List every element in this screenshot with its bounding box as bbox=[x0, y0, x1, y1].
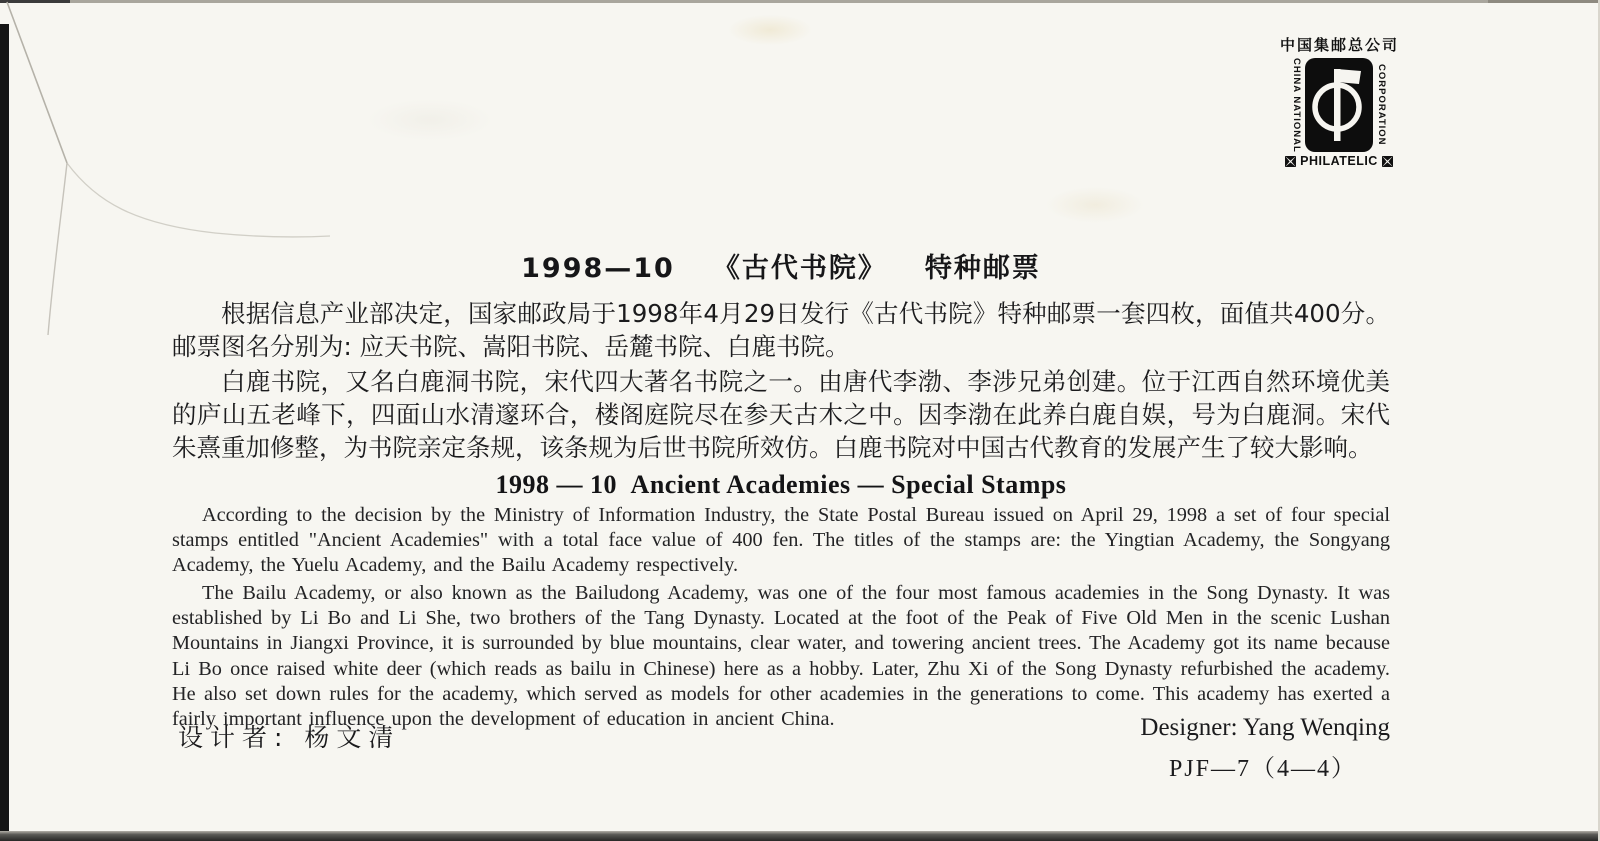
philatelic-emblem-icon bbox=[1305, 58, 1373, 152]
logo-middle-row bbox=[1280, 58, 1398, 152]
english-body bbox=[172, 503, 1390, 732]
logo-left-text: CHINA NATIONAL bbox=[1291, 58, 1302, 152]
logo-bottom-row bbox=[1280, 154, 1398, 168]
bowtie-icon bbox=[1285, 156, 1296, 167]
designer-credit-english: Designer: Yang Wenqing bbox=[1140, 714, 1390, 741]
logo-right-label bbox=[1374, 58, 1389, 152]
english-paragraph-1: According to the decision by the Ministry of Information Industry, the State Postal Bureau issued on April 29, 1998 a set of four special stamps entitled "Ancient Academies" with a total face value of 400 fen. The titles of the stamps are: the Yingtian Academy, the Songyang Academy, the Yuelu Academy, and the Bailu Academy respectively. bbox=[172, 504, 1390, 577]
english-paragraph-2: The Bailu Academy, or also known as the Bailudong Academy, was one of the four most famous academies in the Song Dynasty. It was established by Li Bo and Li She, two brothers of the Tang Dynasty. Located at the foot of the Peak of Five Old Men in the scenic Lushan Mountains in Jiangxi Province, it is surrounded by blue mountains, clear water, and towering ancient trees. The Academy got its name because Li Bo once raised white deer (which reads as bailu in Chinese) here as a hobby. Later, Zhu Xi of the Song Dynasty refurbished the academy. He also set down rules for the academy, which served as models for other academies in the generations to come. This academy has exerted a fairly important influence upon the development of education in ancient China. bbox=[172, 582, 1390, 730]
logo-chinese-text: 中国集邮总公司 bbox=[1280, 36, 1400, 54]
chinese-paragraph-1: 根据信息产业部决定，国家邮政局于1998年4月29日发行《古代书院》特种邮票一套四枚，面值共400分。邮票图名分别为: 应天书院、嵩阳书院、岳麓书院、白鹿书院。 bbox=[172, 299, 1390, 361]
chinese-body bbox=[172, 297, 1390, 464]
cnpc-logo bbox=[1280, 34, 1398, 168]
catalog-number: PJF—7（4—4） bbox=[1168, 756, 1357, 782]
issue-category-cn: 特种邮票 bbox=[924, 253, 1041, 284]
bowtie-icon bbox=[1382, 156, 1393, 167]
logo-bottom-text: PHILATELIC bbox=[1300, 154, 1378, 168]
designer-credit-chinese: 设计者: 杨文清 bbox=[178, 723, 401, 752]
logo-right-text: CORPORATION bbox=[1376, 64, 1387, 146]
chinese-paragraph-2: 白鹿书院，又名白鹿洞书院，宋代四大著名书院之一。由唐代李渤、李涉兄弟创建。位于江西自然环境优美的庐山五老峰下，四面山水清邃环合，楼阁庭院尽在参天古木之中。因李渤在此养白鹿自娱，号为白鹿洞。宋代朱熹重加修整，为书院亲定条规，该条规为后世书院所效仿。白鹿书院对中国古代教育的发展产生了较大影响。 bbox=[172, 367, 1390, 462]
english-title: 1998 — 10 Ancient Academies — Special Stamps bbox=[495, 470, 1067, 499]
issue-code-cn: 1998—10 bbox=[521, 253, 675, 284]
scan-edge-bottom bbox=[0, 831, 1600, 841]
chinese-title bbox=[172, 246, 1390, 285]
logo-left-label bbox=[1289, 58, 1304, 152]
issue-name-cn: 《古代书院》 bbox=[712, 253, 887, 284]
printed-text-block bbox=[172, 246, 1390, 732]
